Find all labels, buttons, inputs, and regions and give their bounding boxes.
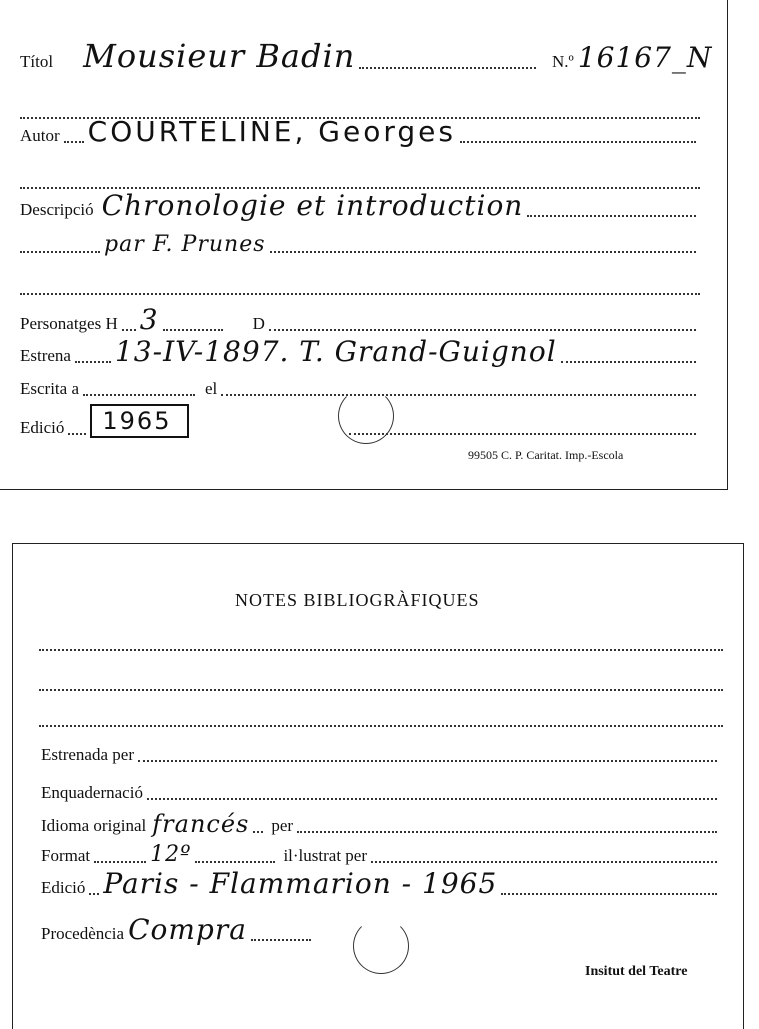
format-dotline-b — [195, 860, 275, 863]
punch-hole-back — [353, 918, 409, 974]
enquadernacio-label: Enquadernació — [41, 783, 143, 802]
format-il-label: il·lustrat per — [283, 846, 368, 865]
descripcio-label: Descripció — [20, 200, 94, 219]
personatges-dotline-h2 — [163, 328, 223, 331]
numero-value: 16167_N — [577, 41, 713, 74]
estrena-value: 13-IV-1897. T. Grand-Guignol — [114, 335, 557, 368]
enquadernacio-row — [41, 784, 721, 803]
titol-row — [20, 37, 540, 75]
idioma-label: Idioma original — [41, 816, 147, 835]
descripcio-dotline-2b — [270, 250, 697, 253]
estrena-label: Estrena — [20, 346, 71, 365]
descripcio-value-1: Chronologie et introduction — [101, 189, 524, 222]
autor-row — [20, 115, 700, 148]
descripcio-extra-line — [20, 292, 700, 295]
personatges-label: Personatges H — [20, 314, 118, 333]
escrita-dotline-a — [83, 393, 195, 396]
notes-line-1 — [39, 648, 723, 651]
autor-dotline-left — [64, 140, 84, 143]
idioma-per-label: per — [271, 816, 294, 835]
personatges-dotline-d — [269, 328, 696, 331]
procedencia-label: Procedència — [41, 924, 125, 943]
estrena-dotline-left — [75, 360, 111, 363]
punch-hole — [338, 388, 394, 444]
idioma-value: francés — [152, 810, 250, 838]
numero-label: N.º — [552, 52, 574, 71]
edicio2-row — [41, 867, 721, 900]
format-label: Format — [41, 846, 91, 865]
edicio2-label: Edició — [41, 878, 86, 897]
autor-label: Autor — [20, 126, 60, 145]
idioma-dotline-per — [297, 830, 717, 833]
enquadernacio-dotline — [147, 797, 717, 800]
edicio2-dotline-a — [89, 892, 99, 895]
printer-imprint: 99505 C. P. Caritat. Imp.-Escola — [468, 448, 624, 462]
titol-label: Títol — [20, 52, 54, 71]
estrenada-dotline — [138, 759, 717, 762]
descripcio-value-2: par F. Prunes — [104, 232, 266, 257]
format-row — [41, 844, 721, 866]
escrita-label: Escrita a — [20, 379, 79, 398]
numero-row — [552, 41, 722, 74]
descripcio-row-2 — [20, 234, 700, 256]
format-dotline-il — [371, 860, 717, 863]
procedencia-value: Compra — [128, 913, 247, 946]
estrena-dotline — [561, 360, 696, 363]
edicio2-dotline — [501, 892, 717, 895]
idioma-dotline-a — [253, 830, 263, 833]
escrita-el-label: el — [205, 379, 218, 398]
format-value: 12º — [150, 842, 192, 867]
descripcio-dotline — [527, 214, 696, 217]
personatges-row — [20, 303, 700, 336]
titol-dotline — [359, 66, 536, 69]
autor-value: COURTELINE, Georges — [87, 115, 456, 148]
autor-dotline — [460, 140, 696, 143]
estrenada-label: Estrenada per — [41, 745, 134, 764]
edicio-dotline-left — [68, 432, 86, 435]
edicio2-value: Paris - Flammarion - 1965 — [103, 867, 498, 900]
escrita-dotline-el — [221, 393, 696, 396]
estrenada-row — [41, 746, 721, 765]
descripcio-dotline-2a — [20, 250, 100, 253]
descripcio-row — [20, 189, 700, 222]
personatges-d-label: D — [252, 314, 265, 333]
procedencia-dotline — [251, 938, 311, 941]
catalog-card-back — [12, 543, 744, 1029]
format-dotline-a — [94, 860, 146, 863]
notes-line-2 — [39, 688, 723, 691]
edicio-dotline — [349, 432, 696, 435]
idioma-row — [41, 812, 721, 836]
personatges-dotline-h1 — [122, 328, 136, 331]
titol-value: Mousieur Badin — [83, 37, 356, 75]
catalog-card-front — [0, 0, 728, 490]
notes-heading: NOTES BIBLIOGRÀFIQUES — [235, 590, 480, 610]
institution-footer: Insitut del Teatre — [585, 964, 688, 979]
edicio-label: Edició — [20, 418, 65, 437]
notes-line-3 — [39, 724, 723, 727]
edicio-value-box: 1965 — [90, 404, 189, 438]
estrena-row — [20, 335, 700, 368]
personatges-h-value: 3 — [139, 303, 159, 336]
